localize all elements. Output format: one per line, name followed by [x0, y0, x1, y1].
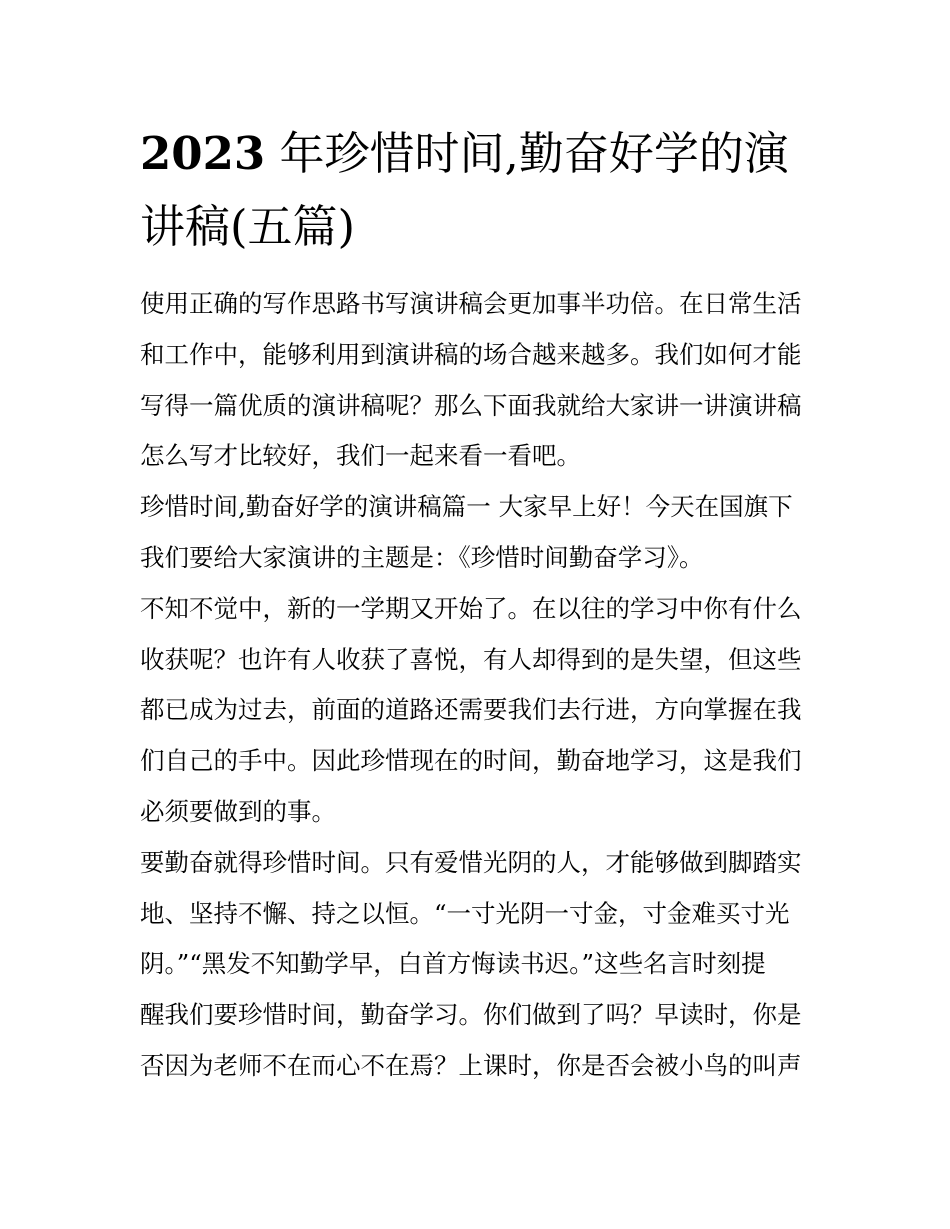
document-title: [140, 117, 830, 263]
body-line-text: 收获呢？也许有人收获了喜悦，有人却得到的是失望，但这些: [140, 644, 802, 674]
title-year: 2023: [140, 127, 266, 180]
body-line-text: 珍惜时间,勤奋好学的演讲稿篇一 大家早上好！今天在国旗下: [140, 492, 793, 522]
body-line-text: 必须要做到的事。: [140, 796, 336, 826]
body-line-text: 们自己的手中。因此珍惜现在的时间，勤奋地学习，这是我们: [140, 746, 802, 776]
body-line: [140, 736, 820, 787]
body-line: [140, 482, 820, 533]
body-line: [140, 330, 820, 381]
title-line1-text: 年珍惜时间,勤奋好学的演: [265, 127, 789, 180]
body-line-text: 怎么写才比较好，我们一起来看一看吧。: [140, 441, 581, 471]
body-line-text: 我们要给大家演讲的主题是：《珍惜时间勤奋学习》。: [140, 542, 704, 572]
body-line: [140, 939, 820, 990]
body-line: [140, 1041, 820, 1092]
body-line-text: 要勤奋就得珍惜时间。只有爱惜光阴的人，才能够做到脚踏实: [140, 847, 802, 877]
body-line: [140, 381, 820, 432]
body-line-text: 不知不觉中，新的一学期又开始了。在以往的学习中你有什么: [140, 593, 802, 623]
body-line-text: 阴。”“黑发不知勤学早，白首方悔读书迟。”这些名言时刻提: [140, 949, 766, 979]
body-line: [140, 838, 820, 889]
body-line-text: 地、坚持不懈、持之以恒。“一寸光阴一寸金，寸金难买寸光: [140, 898, 790, 928]
body-line-text: 写得一篇优质的演讲稿呢？那么下面我就给大家讲一讲演讲稿: [140, 390, 802, 420]
title-line2-text: 讲稿(五篇): [140, 200, 356, 253]
body-line-text: 和工作中，能够利用到演讲稿的场合越来越多。我们如何才能: [140, 339, 802, 369]
body-line: [140, 889, 820, 940]
body-line: [140, 533, 820, 584]
body-line-text: 使用正确的写作思路书写演讲稿会更加事半功倍。在日常生活: [140, 289, 802, 318]
body-line: [140, 635, 820, 686]
body-line-text: 醒我们要珍惜时间，勤奋学习。你们做到了吗？早读时，你是: [140, 1000, 802, 1030]
body-line-text: 否因为老师不在而心不在焉？上课时，你是否会被小鸟的叫声: [140, 1050, 802, 1080]
body-line: [140, 431, 820, 482]
body-line: [140, 787, 820, 838]
document-body: [140, 279, 820, 1092]
body-line: [140, 990, 820, 1041]
body-line-text: 都已成为过去，前面的道路还需要我们去行进，方向掌握在我: [140, 695, 802, 725]
body-line: [140, 279, 820, 330]
body-line: [140, 584, 820, 635]
body-line: [140, 685, 820, 736]
